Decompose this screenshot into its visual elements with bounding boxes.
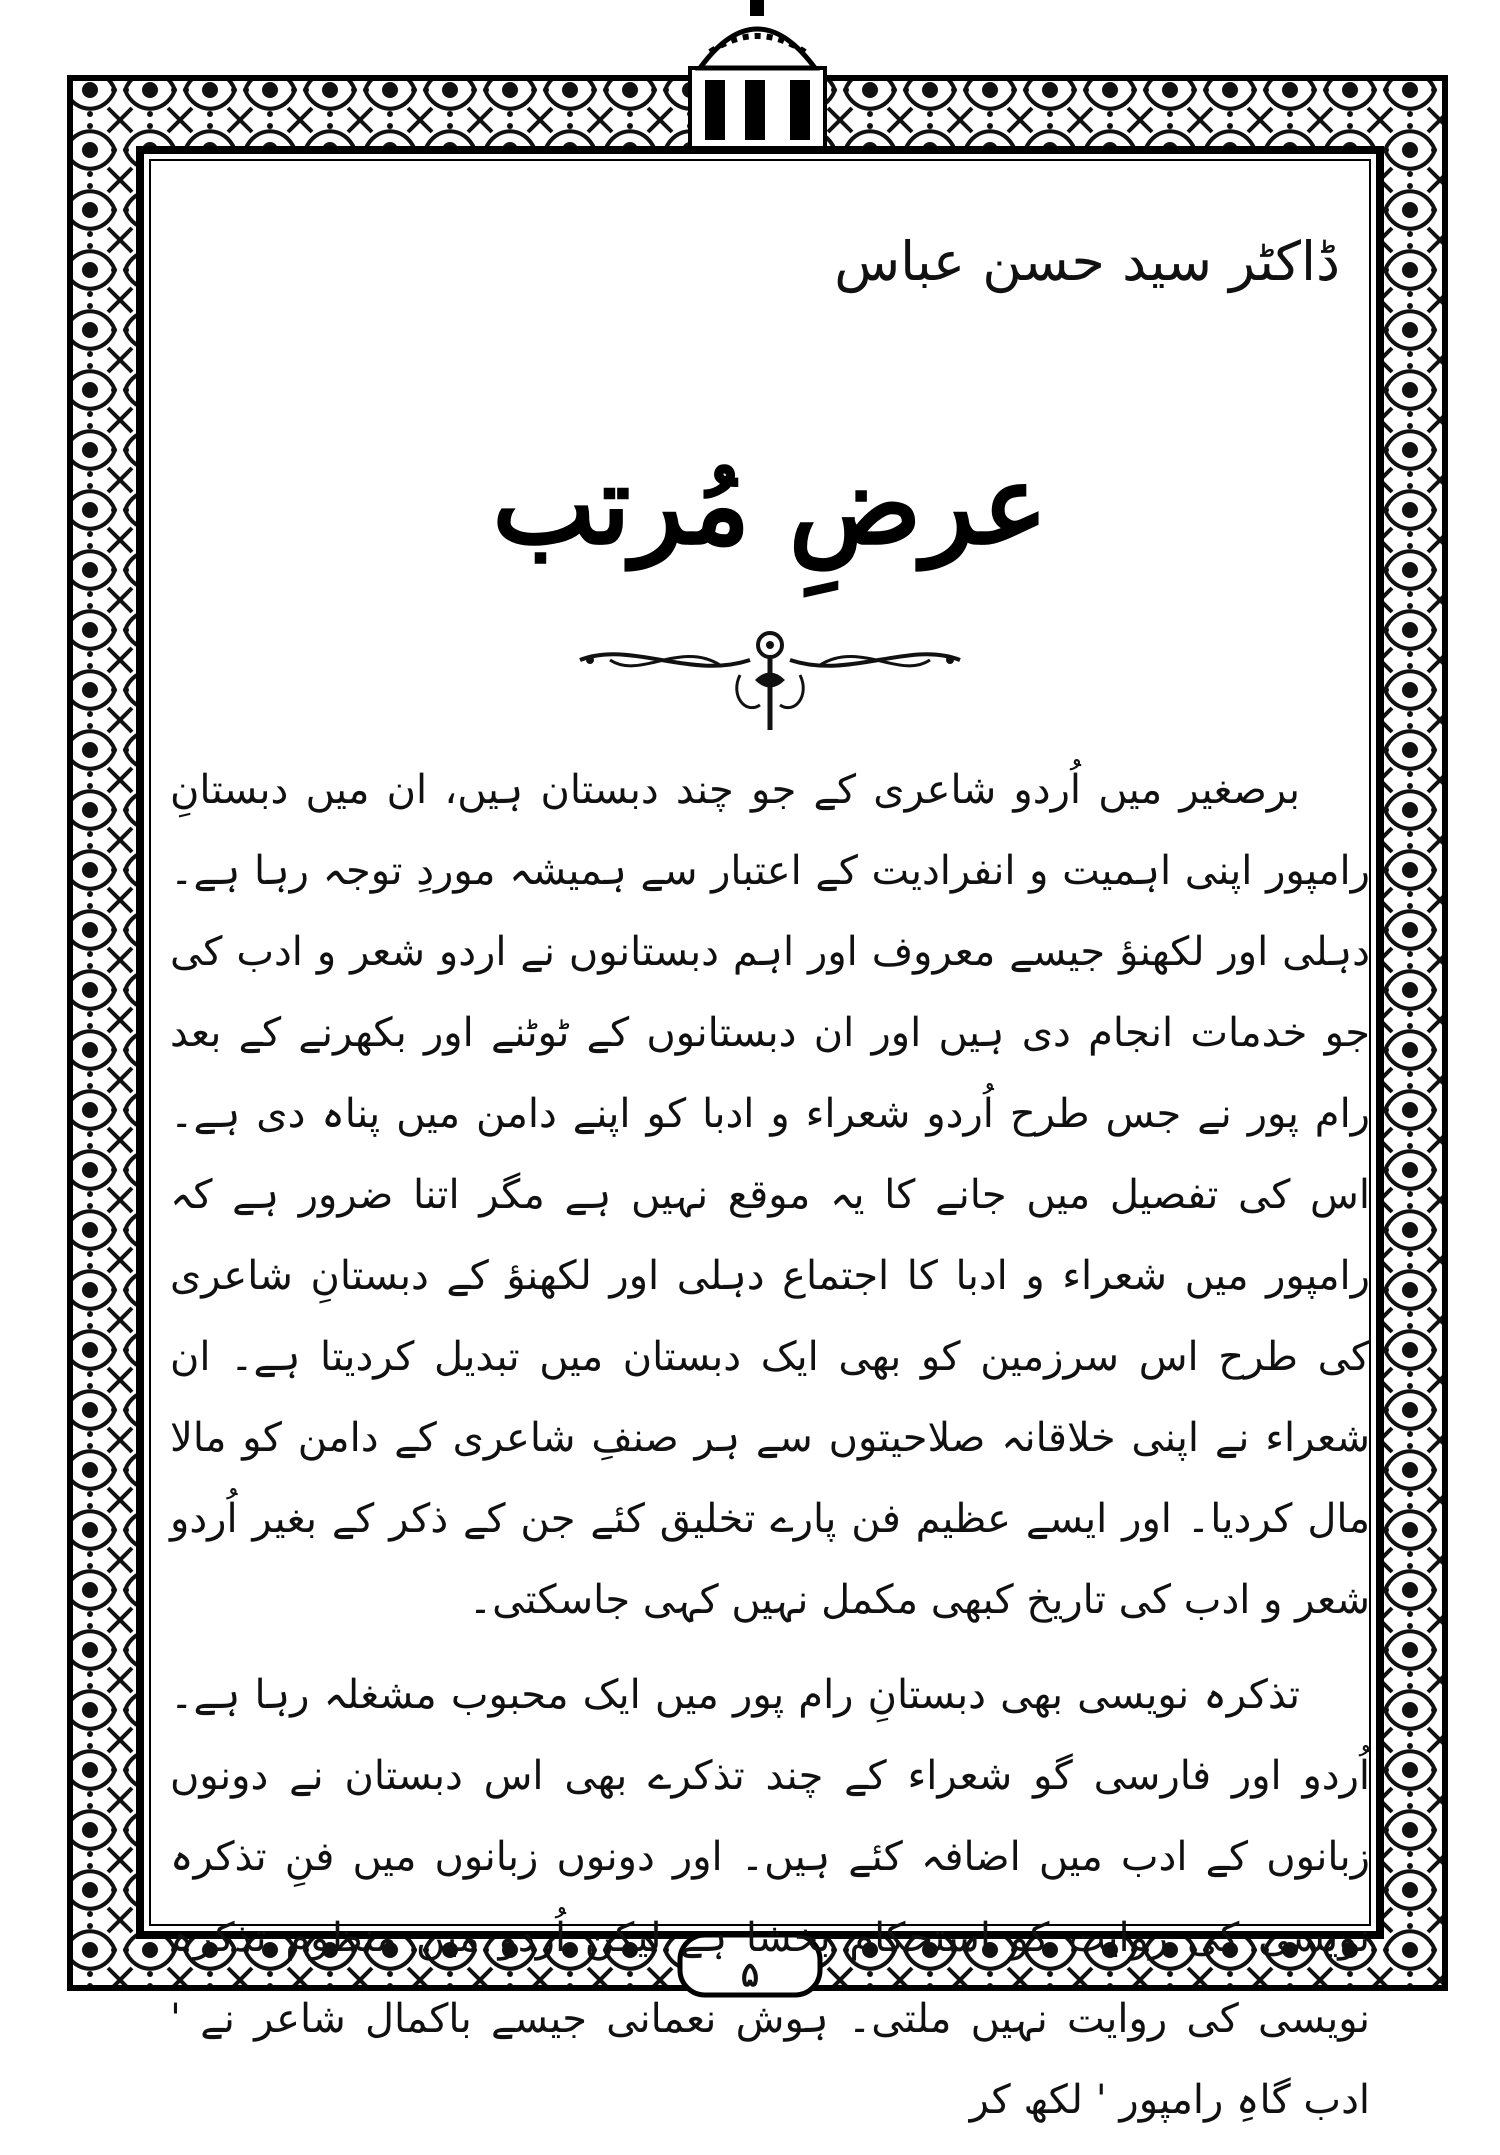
- body-text: [170, 750, 1370, 2155]
- author-name: ڈاکٹر سید حسن عباس: [834, 230, 1340, 293]
- page-title: عرضِ مُرتب: [492, 440, 1048, 569]
- page-number: ۵: [740, 1955, 760, 1995]
- title-divider-ornament: [570, 620, 970, 740]
- paragraph-1: برصغیر میں اُردو شاعری کے جو چند دبستان ہیں، ان میں دبستانِ رامپور اپنی اہمیت و انفرادیت کے اعتبار سے ہمیشہ موردِ توجہ رہا ہے۔ دہلی اور لکھنؤ جیسے معروف اور اہم دبستانوں نے اردو شعر و ادب کی جو خدمات انجام دی ہیں اور ان دبستانوں کے ٹوٹنے اور بکھرنے کے بعد رام پور نے جس طرح اُردو شعراء و ادبا کو اپنے دامن میں پناہ دی ہے۔ اس کی تفصیل میں جانے کا یہ موقع نہیں ہے مگر اتنا ضرور ہے کہ رامپور میں شعراء و ادبا کا اجتماع دہلی اور لکھنؤ کے دبستانِ شاعری کی طرح اس سرزمین کو بھی ایک دبستان میں تبدیل کردیتا ہے۔ ان شعراء نے اپنی خلاقانہ صلاحیتوں سے ہر صنفِ شاعری کے دامن کو مالا مال کردیا۔ اور ایسے عظیم فن پارے تخلیق کئے جن کے ذکر کے بغیر اُردو شعر و ادب کی تاریخ کبھی مکمل نہیں کہی جاسکتی۔: [170, 767, 1371, 1623]
- paragraph-2: تذکرہ نویسی بھی دبستانِ رام پور میں ایک محبوب مشغلہ رہا ہے۔ اُردو اور فارسی گو شعراء کے چند تذکرے بھی اس دبستان نے دونوں زبانوں کے ادب میں اضافہ کئے ہیں۔ اور دونوں زبانوں میں فنِ تذکرہ نویسی کی روایت کو استحکام بخشا ہے لیکن اُردو میں منظوم تذکرہ نویسی کی روایت نہیں ملتی۔ ہوش نعمانی جیسے باکمال شاعر نے ' ادب گاہِ رامپور ' لکھ کر: [170, 1672, 1370, 2123]
- page-content: [140, 150, 1400, 2123]
- dome-ornament: [690, 0, 825, 148]
